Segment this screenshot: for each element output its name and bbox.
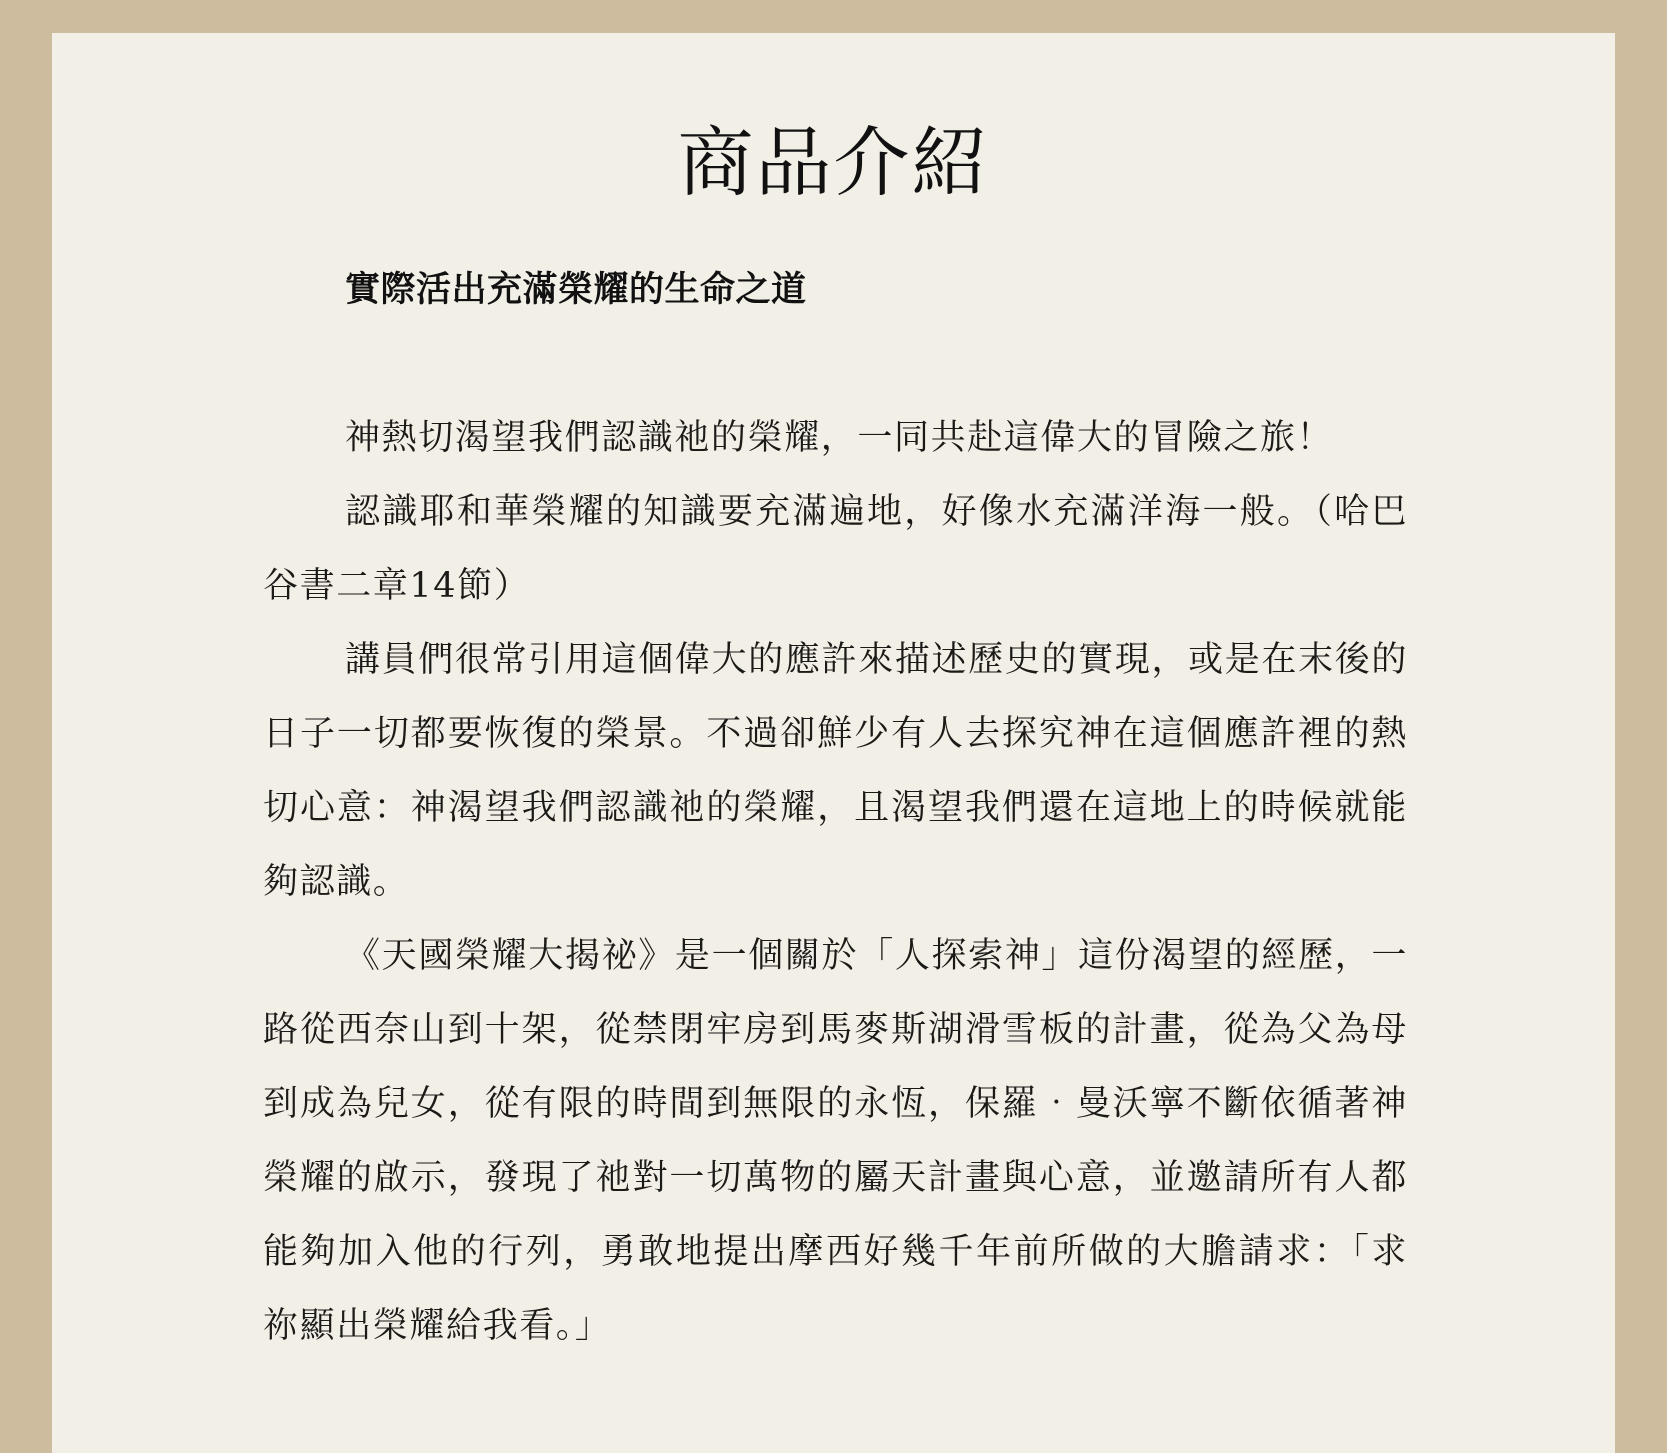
- paragraph-2: 認識耶和華榮耀的知識要充滿遍地，好像水充滿洋海一般。（哈巴谷書二章14節）: [263, 492, 1408, 606]
- page-title: 商品介紹: [677, 118, 990, 207]
- spacer: [263, 327, 1408, 401]
- paragraph-4: 《天國榮耀大揭祕》是一個關於「人探索神」這份渴望的經歷，一路從西奈山到十架，從禁閉牢房到馬麥斯湖滑雪板的計畫，從為父為母到成為兒女，從有限的時間到無限的永恆，保羅‧曼沃寧不斷依循著神榮耀的啟示，發現了祂對一切萬物的屬天計畫與心意，並邀請所有人都能夠加入他的行列，勇敢地提出摩西好幾千年前所做的大膽請求：「求祢顯出榮耀給我看。」: [263, 936, 1408, 1346]
- paragraph-3: 講員們很常引用這個偉大的應許來描述歷史的實現，或是在末後的日子一切都要恢復的榮景。不過卻鮮少有人去探究神在這個應許裡的熱切心意：神渴望我們認識祂的榮耀，且渴望我們還在這地上的時候就能夠認識。: [263, 640, 1408, 902]
- product-description: [263, 253, 1408, 1363]
- paragraph-1: 神熱切渴望我們認識祂的榮耀，一同共赴這偉大的冒險之旅！: [345, 418, 1334, 458]
- description-subtitle: 實際活出充滿榮耀的生命之道: [345, 269, 807, 310]
- content-panel: [52, 33, 1615, 1453]
